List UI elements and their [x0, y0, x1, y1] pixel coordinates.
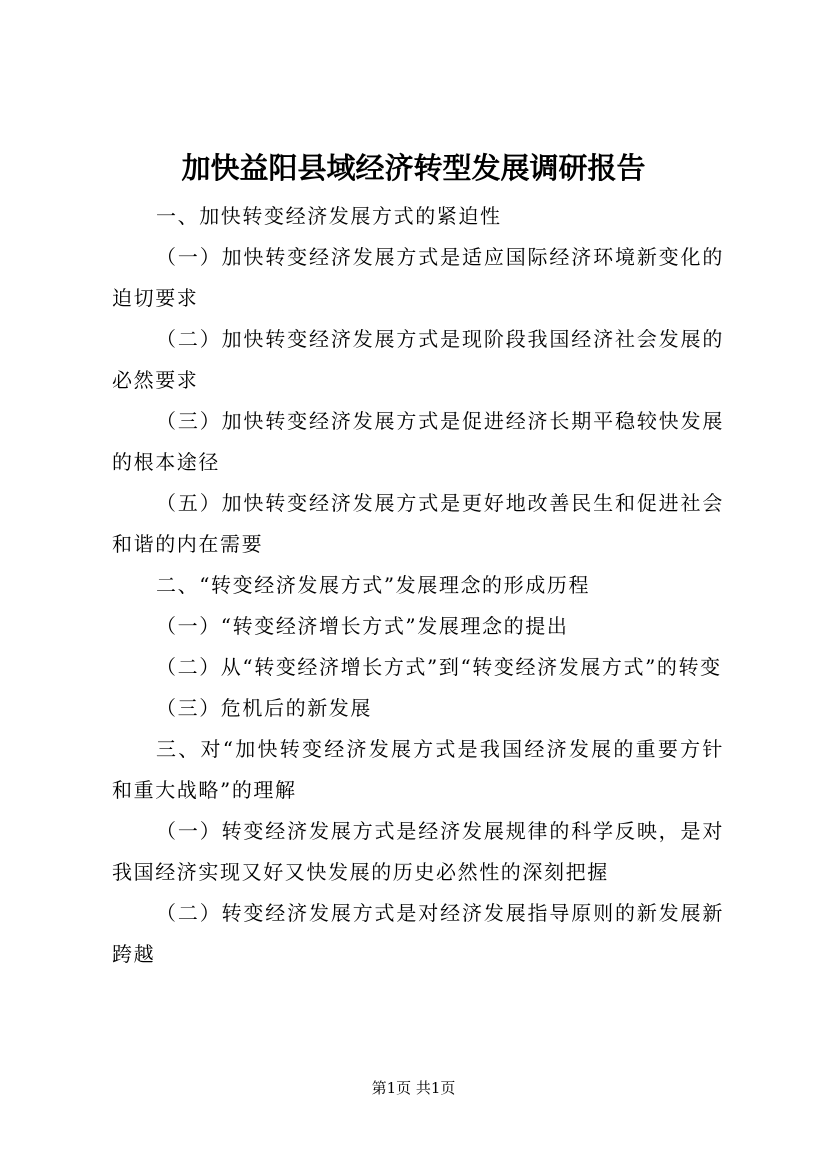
- section-heading-2: 二、“转变经济发展方式”发展理念的形成历程: [156, 573, 591, 597]
- paragraph-3-2: （二）转变经济发展方式是对经济发展指导原则的新发展新跨越: [112, 901, 724, 966]
- paragraph-2-3: （三）危机后的新发展: [156, 696, 372, 720]
- paragraph-1-2: （二）加快转变经济发展方式是现阶段我国经济社会发展的必然要求: [112, 327, 724, 392]
- paragraph-1-5: （五）加快转变经济发展方式是更好地改善民生和促进社会和谐的内在需要: [112, 491, 724, 556]
- document-title: 加快益阳县域经济转型发展调研报告: [181, 151, 646, 185]
- paragraph-1-3: （三）加快转变经济发展方式是促进经济长期平稳较快发展的根本途径: [112, 409, 724, 474]
- paragraph-1-1: （一）加快转变经济发展方式是适应国际经济环境新变化的迫切要求: [112, 245, 724, 310]
- page-number-footer: 第1页 共1页: [371, 1079, 456, 1097]
- section-heading-1: 一、加快转变经济发展方式的紧迫性: [156, 204, 502, 228]
- document-body: [112, 196, 724, 975]
- section-heading-3: 三、对“加快转变经济发展方式是我国经济发展的重要方针和重大战略”的理解: [112, 737, 724, 802]
- paragraph-2-1: （一）“转变经济增长方式”发展理念的提出: [156, 614, 569, 638]
- paragraph-2-2: （二）从“转变经济增长方式”到“转变经济发展方式”的转变: [156, 655, 722, 679]
- paragraph-3-1: （一）转变经济发展方式是经济发展规律的科学反映，是对我国经济实现又好又快发展的历史必然性的深刻把握: [112, 819, 724, 884]
